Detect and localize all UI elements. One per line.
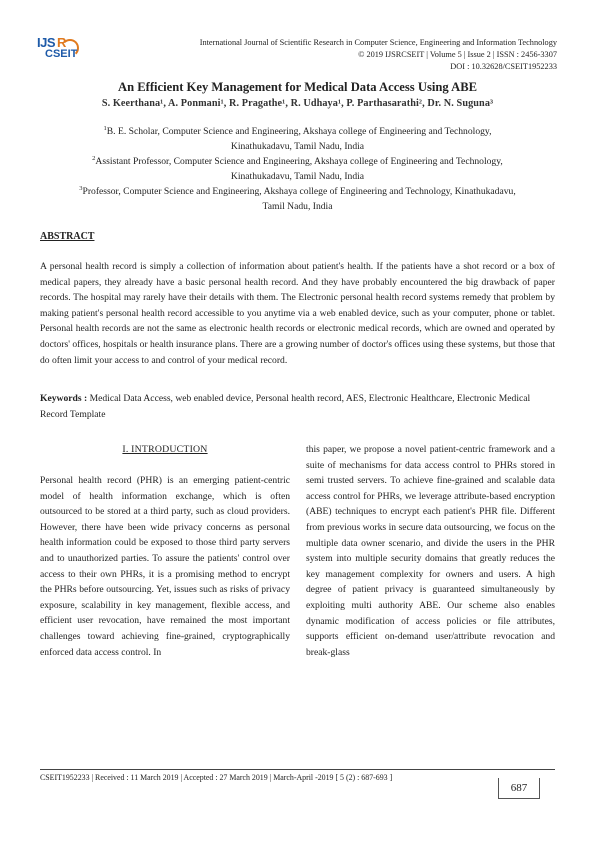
keywords-block	[40, 391, 555, 422]
doi-line: DOI : 10.32628/CSEIT1952233	[450, 62, 557, 71]
affiliation-1	[60, 121, 535, 154]
keywords-text: Medical Data Access, web enabled device, Personal health record, AES, Electronic Healthcare, Electronic Medical Record Template	[40, 393, 531, 420]
affiliation-sup: 1	[103, 125, 107, 132]
affiliation-line: B. E. Scholar, Computer Science and Engineering, Akshaya college of Engineering and Technology,	[106, 126, 492, 138]
copyright-line: © 2019 IJSRCSEIT | Volume 5 | Issue 2 | ISSN : 2456-3307	[358, 50, 557, 59]
abstract-text: A personal health record is simply a collection of information about patient's health. If the patients have a shot record or a box of medical papers, they already have a basic personal health record. And they have probably encountered the big drawback of paper records. The hospital may rarely have their details with them. The Electronic personal health record systems remedy that problem by making patient's personal health record accessible to you anytime via a web enabled device, such as your computer, phone or tablet. Personal health records are not the same as electronic health records or electronic medical records, which are owned and operated by doctors' offices, hospitals or health insurance plans. There are a growing number of doctor's offices using these systems, but those that do often limit your access to and control of your medical record.	[40, 261, 555, 366]
affiliation-line: Professor, Computer Science and Engineering, Akshaya college of Engineering and Technology, Kinathukadavu,	[82, 186, 516, 198]
footer-citation: CSEIT1952233 | Received : 11 March 2019 | Accepted : 27 March 2019 | March-April -2019 [ 5 (2) : 687-693 ]	[40, 773, 393, 782]
logo-text-cseit: CSEIT	[45, 48, 78, 60]
journal-name: International Journal of Scientific Research in Computer Science, Engineering and Information Technology	[199, 38, 557, 47]
footer-rule	[40, 769, 555, 770]
logo-text-r: R	[57, 35, 66, 50]
paper-title: An Efficient Key Management for Medical Data Access Using ABE	[118, 80, 477, 94]
affiliation-3	[60, 181, 535, 214]
affiliation-2	[60, 151, 535, 184]
affiliation-sup: 3	[79, 185, 83, 192]
affiliation-line: Kinathukadavu, Tamil Nadu, India	[230, 141, 365, 153]
affiliation-line: Tamil Nadu, India	[262, 201, 333, 213]
affiliation-line: Assistant Professor, Computer Science and Engineering, Akshaya college of Engineering and Technology,	[95, 156, 503, 168]
affiliation-sup: 2	[92, 155, 96, 162]
abstract-heading: ABSTRACT	[40, 231, 95, 242]
intro-column-right: this paper, we propose a novel patient-centric framework and a suite of mechanisms for data access control to PHRs stored in semi trusted servers. To achieve fine-grained and scalable data access control for PHRs, we leverage attribute-based encryption (ABE) techniques to encrypt each patient's PHR file. Different from previous works in secure data outsourcing, we focus on the multiple data owner scenario, and divide the users in the PHR system into multiple security domains that greatly reduces the key management complexity for owners and users. A high degree of patient privacy is guaranteed simultaneously by exploiting multi authority ABE. Our scheme also enables dynamic modification of access policies or file attributes, supports efficient on-demand user/attribute revocation and break-glass	[306, 444, 555, 658]
logo-text-ijs: IJS	[37, 35, 56, 50]
affiliation-line: Kinathukadavu, Tamil Nadu, India	[230, 171, 365, 183]
intro-column-left: Personal health record (PHR) is an emerging patient-centric model of health information exchange, which is often outsourced to be stored at a third party, such as cloud providers. However, there have been wide privacy concerns as personal health information could be exposed to those third party servers and to unauthorized parties. To assure the patients' control over access to their own PHRs, it is a promising method to encrypt the PHRs before outsourcing. Yet, issues such as risks of privacy exposure, scalability in key management, flexible access, and efficient user revocation, have remained the most important challenges toward achieving fine-grained, cryptographically enforced data access control. In	[40, 475, 290, 658]
section-heading-introduction: I. INTRODUCTION	[122, 444, 208, 455]
page-number: 687	[498, 778, 540, 799]
journal-logo	[37, 35, 85, 65]
author-list: S. Keerthana¹, A. Ponmani¹, R. Pragathe¹, R. Udhaya¹, P. Parthasarathi², Dr. N. Suguna³	[101, 98, 494, 109]
keywords-label: Keywords :	[40, 393, 88, 404]
